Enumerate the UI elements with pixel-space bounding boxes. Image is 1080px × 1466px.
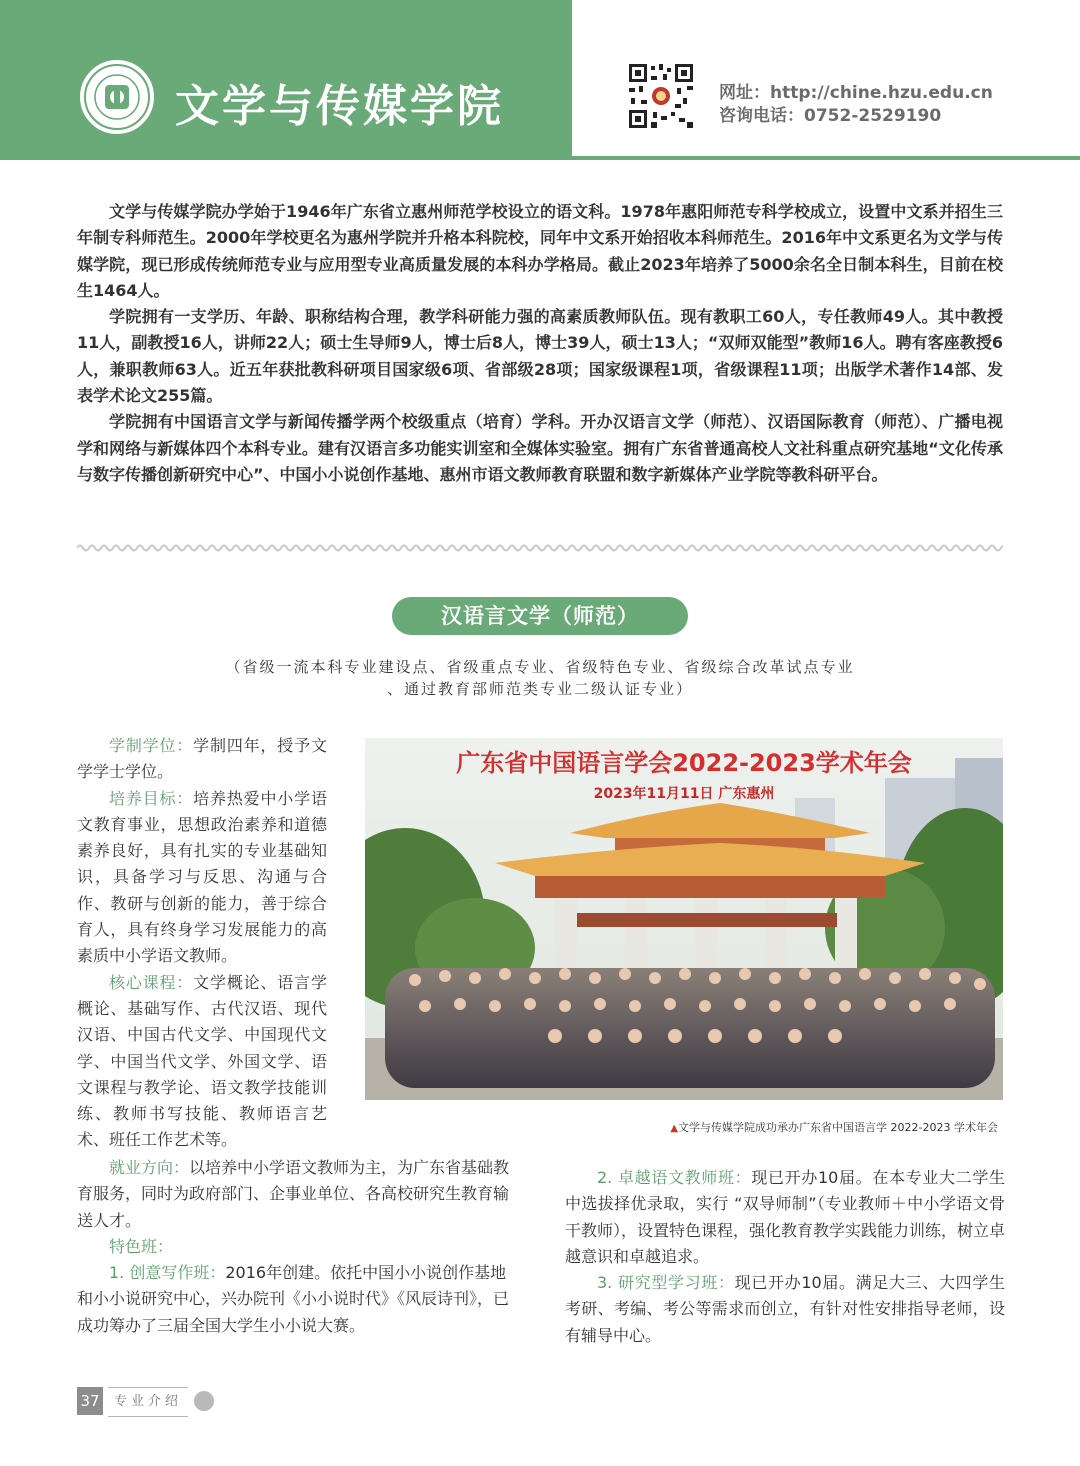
class3-text: 现已开办10届。满足大三、大四学生考研、考编、考公等需求而创立，有针对性安排指导老师，设有辅导中心。	[565, 1273, 1005, 1345]
conference-group-photo	[365, 738, 1003, 1100]
major-honors-line: （省级一流本科专业建设点、省级重点专业、省级特色专业、省级综合改革试点专业	[225, 658, 855, 676]
xuezhi-label: 学制学位：	[109, 736, 194, 755]
intro-paragraph: 文学与传媒学院办学始于1946年广东省立惠州师范学校设立的语文科。1978年惠阳师范专科学校成立，设置中文系并招生三年制专科师范生。2000年学校更名为惠州学院并升格本科院校，同年中文系开始招收本科师范生。2016年中文系更名为文学与传媒学院，现已形成传统师范专业与应用型专业高质量发展的本科办学格局。截止2023年培养了5000余名全日制本科生，目前在校生1464人。	[77, 202, 1003, 300]
photo-banner-title: 广东省中国语言学会2022-2023学术年会	[456, 749, 912, 777]
class2-text: 现已开办10届。在本专业大二学生中选拔择优录取，实行 “双导师制”（专业教师＋中小学语文骨干教师），设置特色课程，强化教育教学实践能力训练，树立卓越意识和卓越追求。	[565, 1168, 1006, 1266]
peiyang-text: 培养热爱中小学语文教育事业，思想政治素养和道德素养良好，具有扎实的专业基础知识，具备学习与反思、沟通与合作、教研与创新的能力，善于综合育人，具有终身学习发展能力的高素质中小学语文教师。	[77, 788, 327, 966]
major-details-lower	[77, 1155, 517, 1339]
wave-divider	[77, 541, 1003, 555]
major-honors-line: 、通过教育部师范类专业二级认证专业）	[386, 680, 693, 698]
intro-paragraph: 学院拥有中国语言文学与新闻传播学两个校级重点（培育）学科。开办汉语言文学（师范）、汉语国际教育（师范）、广播电视学和网络与新媒体四个本科专业。建有汉语言多功能实训室和全媒体实验室。拥有广东省普通高校人文社科重点研究基地“文化传承与数字传播创新研究中心”、中国小小说创作基地、惠州市语文教师教育联盟和数字新媒体产业学院等教科研平台。	[77, 412, 1003, 484]
intro-paragraph: 学院拥有一支学历、年龄、职称结构合理，教学科研能力强的高素质教师队伍。现有教职工60人，专任教师49人。其中教授11人，副教授16人，讲师22人；硕士生导师9人，博士后8人，博士39人，硕士13人；“双师双能型”教师16人。聘有客座教授6人，兼职教师63人。近五年获批教科研项目国家级6项、省部级28项；国家级课程1项，省级课程11项；出版学术著作14部、发表学术论文255篇。	[77, 307, 1003, 406]
contact-info	[719, 82, 993, 128]
major-details-left	[77, 733, 327, 1154]
class1-label: 1. 创意写作班：	[109, 1263, 226, 1283]
triangle-icon: ▲	[670, 1123, 679, 1134]
photo-banner-date: 2023年11月11日 广东惠州	[593, 786, 775, 802]
header-rule	[572, 156, 1080, 160]
class2-paragraph	[565, 1165, 1005, 1270]
university-logo	[80, 60, 154, 134]
photo-caption-text: 文学与传媒学院成功承办广东省中国语言学 2022-2023 学术年会	[678, 1121, 998, 1134]
photo-caption	[365, 1119, 998, 1135]
website-text[interactable]: 网址：http://chine.hzu.edu.cn	[719, 83, 993, 103]
kecheng-label: 核心课程：	[109, 972, 194, 992]
jiuye-text: 以培养中小学语文教师为主，为广东省基础教育服务，同时为政府部门、企事业单位、各高校研究生教育输送人才。	[77, 1158, 510, 1230]
jiuye-paragraph	[77, 1155, 517, 1234]
xuezhi-text: 学制四年，授予文学学士学位。	[77, 736, 327, 782]
page-number: 37	[77, 1387, 103, 1415]
peiyang-paragraph	[77, 786, 327, 970]
footer-emblem-icon	[194, 1391, 214, 1411]
phone-text: 咨询电话：0752-2529190	[719, 106, 942, 126]
class2-label: 2. 卓越语文教师班：	[597, 1168, 752, 1187]
college-title: 文学与传媒学院	[175, 81, 504, 132]
tese-label: 特色班：	[109, 1236, 174, 1256]
qr-code[interactable]	[627, 62, 695, 130]
kecheng-text: 文学概论、语言学概论、基础写作、古代汉语、现代汉语、中国古代文学、中国现代文学、中国当代文学、外国文学、语文课程与教学论、语文教学技能训练、教师书写技能、教师语言艺术、班任工作艺术等。	[77, 972, 327, 1150]
kecheng-paragraph	[77, 970, 327, 1154]
major-details-right	[565, 1165, 1005, 1349]
xuezhi-paragraph	[77, 733, 327, 786]
jiuye-label: 就业方向：	[109, 1158, 190, 1177]
peiyang-label: 培养目标：	[109, 788, 194, 808]
tese-paragraph	[77, 1234, 517, 1260]
major-title: 汉语言文学（师范）	[392, 597, 688, 635]
college-introduction	[77, 199, 1003, 488]
class1-text: 2016年创建。依托中国小小说创作基地和小小说研究中心，兴办院刊《小小说时代》《风辰诗刊》，已成功筹办了三届全国大学生小小说大赛。	[77, 1263, 510, 1335]
class1-paragraph	[77, 1260, 517, 1339]
class3-paragraph	[565, 1270, 1005, 1349]
footer-section-label: 专业介绍	[108, 1387, 188, 1417]
major-honors-note	[120, 656, 960, 700]
class3-label: 3. 研究型学习班：	[597, 1273, 735, 1293]
